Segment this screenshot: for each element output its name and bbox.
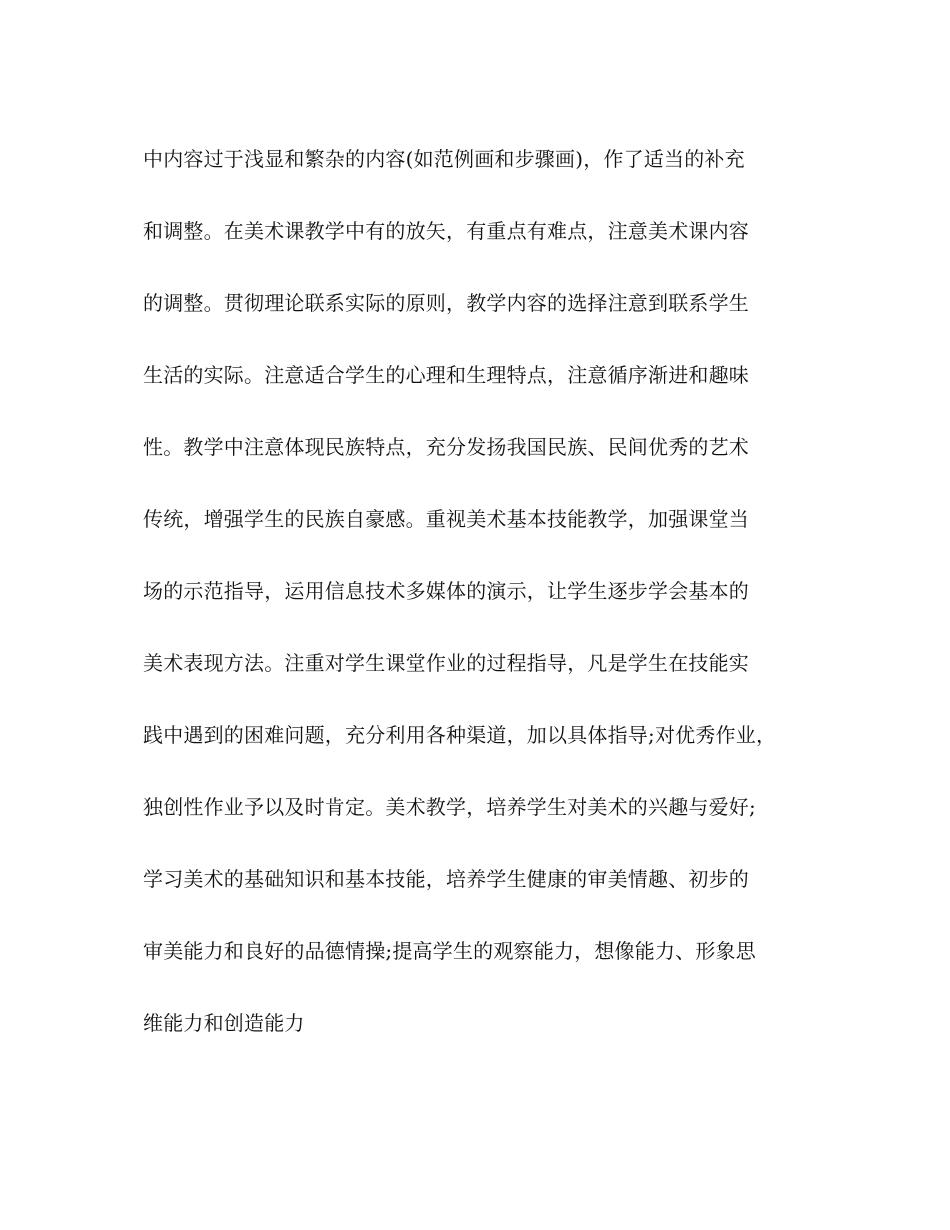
text-line-10: 独创性作业予以及时肯定。美术教学，培养学生对美术的兴趣与爱好; bbox=[143, 795, 756, 819]
text-line-13: 维能力和创造能力 bbox=[143, 1011, 305, 1035]
text-line-8: 美术表现方法。注重对学生课堂作业的过程指导，凡是学生在技能实 bbox=[143, 651, 749, 675]
text-line-3: 的调整。贯彻理论联系实际的原则，教学内容的选择注意到联系学生 bbox=[143, 291, 749, 315]
text-line-4: 生活的实际。注意适合学生的心理和生理特点，注意循序渐进和趣味 bbox=[143, 363, 749, 387]
text-line-1: 中内容过于浅显和繁杂的内容(如范例画和步骤画)，作了适当的补充 bbox=[143, 147, 745, 171]
text-line-11: 学习美术的基础知识和基本技能，培养学生健康的审美情趣、初步的 bbox=[143, 867, 749, 891]
text-line-12: 审美能力和良好的品德情操;提高学生的观察能力，想像能力、形象思 bbox=[143, 939, 756, 963]
text-line-7: 场的示范指导，运用信息技术多媒体的演示，让学生逐步学会基本的 bbox=[143, 579, 749, 603]
text-line-5: 性。教学中注意体现民族特点，充分发扬我国民族、民间优秀的艺术 bbox=[143, 435, 749, 459]
text-line-2: 和调整。在美术课教学中有的放矢，有重点有难点，注意美术课内容 bbox=[143, 219, 749, 243]
text-line-6: 传统，增强学生的民族自豪感。重视美术基本技能教学，加强课堂当 bbox=[143, 507, 749, 531]
body-paragraph bbox=[143, 138, 843, 1074]
text-line-9: 践中遇到的困难问题，充分利用各种渠道，加以具体指导;对优秀作业， bbox=[143, 723, 777, 747]
